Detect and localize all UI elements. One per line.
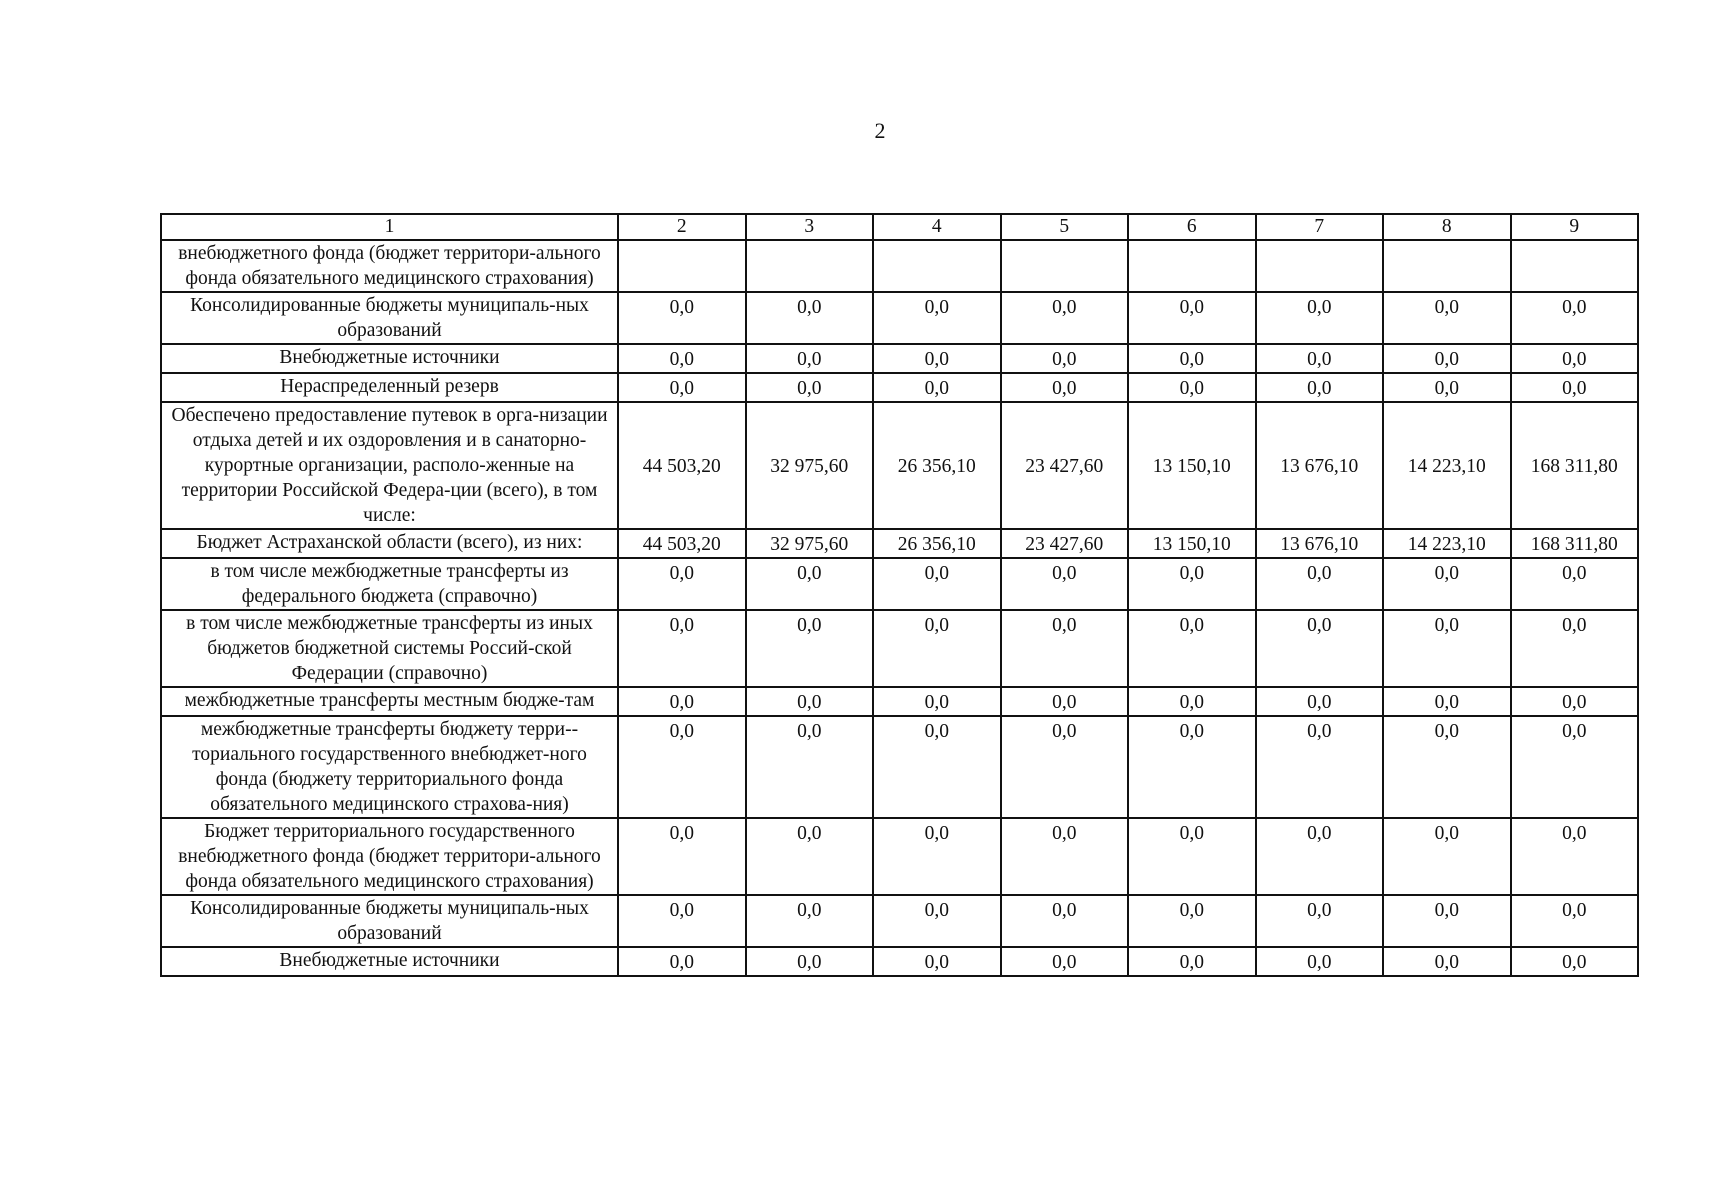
- value-cell: 0,0: [1511, 373, 1639, 402]
- value-cell: 0,0: [1128, 687, 1256, 716]
- value-cell: 0,0: [618, 818, 746, 895]
- value-cell: 0,0: [873, 373, 1001, 402]
- value-cell: 0,0: [1383, 687, 1511, 716]
- value-cell: 0,0: [618, 947, 746, 976]
- value-cell: 0,0: [1256, 716, 1384, 818]
- value-cell: 0,0: [1511, 895, 1639, 947]
- value-cell: 0,0: [1511, 818, 1639, 895]
- row-label: Бюджет территориального государственного внебюджетного фонда (бюджет территори-ального фонда обязательного медицинского страхования): [161, 818, 618, 895]
- header-cell: 7: [1256, 214, 1384, 240]
- value-cell: 23 427,60: [1001, 402, 1129, 529]
- value-cell: 0,0: [873, 292, 1001, 344]
- value-cell: 0,0: [1383, 373, 1511, 402]
- table-row: [161, 240, 1638, 292]
- value-cell: 13 676,10: [1256, 402, 1384, 529]
- value-cell: 0,0: [746, 716, 874, 818]
- value-cell: 0,0: [618, 687, 746, 716]
- value-cell: 0,0: [1256, 292, 1384, 344]
- value-cell: [873, 240, 1001, 292]
- table-row: [161, 716, 1638, 818]
- value-cell: [746, 240, 874, 292]
- value-cell: 0,0: [873, 947, 1001, 976]
- value-cell: 0,0: [1383, 818, 1511, 895]
- value-cell: 0,0: [1001, 818, 1129, 895]
- value-cell: 0,0: [1001, 687, 1129, 716]
- value-cell: 32 975,60: [746, 402, 874, 529]
- value-cell: 13 150,10: [1128, 402, 1256, 529]
- value-cell: 0,0: [1001, 344, 1129, 373]
- value-cell: 0,0: [1256, 947, 1384, 976]
- row-label: Внебюджетные источники: [161, 344, 618, 373]
- value-cell: 0,0: [873, 818, 1001, 895]
- row-label: межбюджетные трансферты местным бюдже-там: [161, 687, 618, 716]
- row-label: Консолидированные бюджеты муниципаль-ных образований: [161, 292, 618, 344]
- value-cell: 0,0: [618, 895, 746, 947]
- value-cell: 0,0: [873, 610, 1001, 687]
- value-cell: 168 311,80: [1511, 529, 1639, 558]
- row-label: межбюджетные трансферты бюджету терри-ториального государственного внебюджет-ного фонда (бюджету территориального фонда обязательного медицинского страхова-ния): [161, 716, 618, 818]
- table-row: [161, 610, 1638, 687]
- value-cell: 0,0: [618, 292, 746, 344]
- header-cell: 8: [1383, 214, 1511, 240]
- value-cell: 0,0: [1001, 716, 1129, 818]
- value-cell: 44 503,20: [618, 529, 746, 558]
- value-cell: 0,0: [1511, 687, 1639, 716]
- budget-table: [160, 213, 1639, 977]
- row-label: в том числе межбюджетные трансферты из федерального бюджета (справочно): [161, 558, 618, 610]
- row-label: Обеспечено предоставление путевок в орга-низации отдыха детей и их оздоровления и в санаторно-курортные организации, располо-женные на территории Российской Федера-ции (всего), в том числе:: [161, 402, 618, 529]
- table-row: [161, 818, 1638, 895]
- value-cell: 0,0: [1128, 292, 1256, 344]
- value-cell: 0,0: [1128, 558, 1256, 610]
- value-cell: 23 427,60: [1001, 529, 1129, 558]
- value-cell: 0,0: [873, 716, 1001, 818]
- value-cell: 0,0: [873, 895, 1001, 947]
- table-row: [161, 558, 1638, 610]
- value-cell: 0,0: [1383, 610, 1511, 687]
- row-label: в том числе межбюджетные трансферты из иных бюджетов бюджетной системы Россий-ской Федерации (справочно): [161, 610, 618, 687]
- table-body: [161, 214, 1638, 976]
- value-cell: 0,0: [618, 716, 746, 818]
- value-cell: 0,0: [1256, 895, 1384, 947]
- header-cell: 3: [746, 214, 874, 240]
- value-cell: 0,0: [1128, 716, 1256, 818]
- value-cell: 0,0: [746, 558, 874, 610]
- value-cell: [1256, 240, 1384, 292]
- value-cell: 0,0: [1256, 818, 1384, 895]
- value-cell: [1383, 240, 1511, 292]
- row-label: внебюджетного фонда (бюджет территори-ального фонда обязательного медицинского страхования): [161, 240, 618, 292]
- value-cell: 0,0: [1383, 558, 1511, 610]
- value-cell: 0,0: [746, 292, 874, 344]
- value-cell: 0,0: [1383, 344, 1511, 373]
- header-cell: 5: [1001, 214, 1129, 240]
- row-label: Бюджет Астраханской области (всего), из них:: [161, 529, 618, 558]
- page-number: 2: [874, 118, 886, 143]
- value-cell: 0,0: [1128, 373, 1256, 402]
- value-cell: 168 311,80: [1511, 402, 1639, 529]
- value-cell: 0,0: [1383, 947, 1511, 976]
- value-cell: 0,0: [873, 344, 1001, 373]
- value-cell: [1511, 240, 1639, 292]
- value-cell: 0,0: [1128, 344, 1256, 373]
- value-cell: 0,0: [1511, 558, 1639, 610]
- table-row: [161, 895, 1638, 947]
- value-cell: 0,0: [1383, 895, 1511, 947]
- row-label: Консолидированные бюджеты муниципаль-ных образований: [161, 895, 618, 947]
- value-cell: 13 676,10: [1256, 529, 1384, 558]
- value-cell: 13 150,10: [1128, 529, 1256, 558]
- value-cell: 0,0: [1001, 895, 1129, 947]
- table-row: [161, 947, 1638, 976]
- table-row: [161, 687, 1638, 716]
- value-cell: 0,0: [1511, 947, 1639, 976]
- value-cell: 0,0: [1001, 373, 1129, 402]
- header-row: [161, 214, 1638, 240]
- value-cell: 0,0: [1256, 610, 1384, 687]
- value-cell: 32 975,60: [746, 529, 874, 558]
- value-cell: 0,0: [1383, 716, 1511, 818]
- value-cell: 14 223,10: [1383, 529, 1511, 558]
- value-cell: 0,0: [746, 947, 874, 976]
- value-cell: 0,0: [1001, 558, 1129, 610]
- value-cell: 26 356,10: [873, 402, 1001, 529]
- value-cell: 0,0: [746, 895, 874, 947]
- value-cell: 0,0: [618, 558, 746, 610]
- value-cell: 0,0: [746, 687, 874, 716]
- value-cell: 0,0: [873, 687, 1001, 716]
- value-cell: 0,0: [746, 373, 874, 402]
- value-cell: 14 223,10: [1383, 402, 1511, 529]
- value-cell: 0,0: [1128, 610, 1256, 687]
- value-cell: 0,0: [1511, 344, 1639, 373]
- header-cell: 1: [161, 214, 618, 240]
- header-cell: 6: [1128, 214, 1256, 240]
- value-cell: 0,0: [746, 344, 874, 373]
- value-cell: 0,0: [1511, 716, 1639, 818]
- table-row: [161, 529, 1638, 558]
- header-cell: 4: [873, 214, 1001, 240]
- value-cell: [1128, 240, 1256, 292]
- value-cell: 0,0: [1511, 292, 1639, 344]
- table-row: [161, 373, 1638, 402]
- value-cell: 0,0: [746, 610, 874, 687]
- table-row: [161, 402, 1638, 529]
- value-cell: 0,0: [618, 373, 746, 402]
- value-cell: 0,0: [1256, 558, 1384, 610]
- value-cell: 0,0: [1256, 344, 1384, 373]
- value-cell: 26 356,10: [873, 529, 1001, 558]
- row-label: Нераспределенный резерв: [161, 373, 618, 402]
- value-cell: 44 503,20: [618, 402, 746, 529]
- value-cell: 0,0: [1001, 947, 1129, 976]
- table-row: [161, 344, 1638, 373]
- header-cell: 9: [1511, 214, 1639, 240]
- value-cell: 0,0: [746, 818, 874, 895]
- value-cell: 0,0: [1001, 610, 1129, 687]
- value-cell: 0,0: [1128, 818, 1256, 895]
- value-cell: 0,0: [1511, 610, 1639, 687]
- value-cell: 0,0: [1001, 292, 1129, 344]
- value-cell: 0,0: [873, 558, 1001, 610]
- value-cell: 0,0: [618, 344, 746, 373]
- table-row: [161, 292, 1638, 344]
- value-cell: 0,0: [1128, 895, 1256, 947]
- value-cell: [618, 240, 746, 292]
- row-label: Внебюджетные источники: [161, 947, 618, 976]
- value-cell: 0,0: [1256, 687, 1384, 716]
- value-cell: 0,0: [1383, 292, 1511, 344]
- value-cell: 0,0: [1256, 373, 1384, 402]
- header-cell: 2: [618, 214, 746, 240]
- value-cell: [1001, 240, 1129, 292]
- value-cell: 0,0: [1128, 947, 1256, 976]
- value-cell: 0,0: [618, 610, 746, 687]
